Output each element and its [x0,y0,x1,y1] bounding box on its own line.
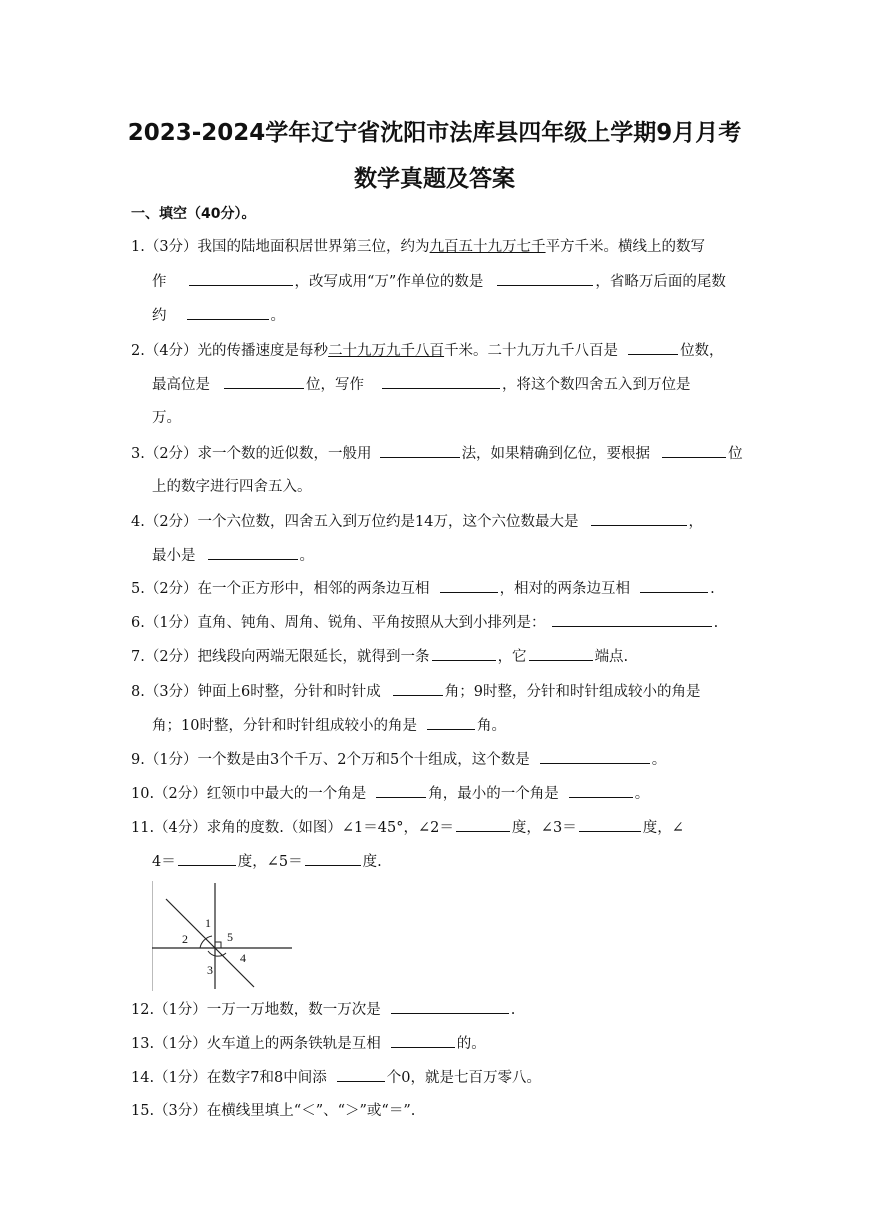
answer-blank[interactable] [432,646,496,661]
q10-text: 角，最小的一个角是 [428,786,559,802]
q7-text: 端点. [594,649,629,665]
q2-underlined-number: 二十九万九千八百 [328,343,445,359]
answer-blank[interactable] [427,715,475,730]
answer-blank[interactable] [569,783,633,798]
q8-text: 角；10时整，分针和时针组成较小的角是 [152,718,417,734]
q9-text: 9.（1分）一个数是由3个千万、2个万和5个十组成，这个数是 [131,752,530,768]
q11-text: 4＝ [152,854,176,870]
q2-text: 万。 [152,410,181,426]
q10-text: 10.（2分）红领巾中最大的一个角是 [131,786,367,802]
question-2-line3 [152,408,181,428]
question-9 [131,749,666,770]
answer-blank[interactable] [391,999,509,1014]
answer-blank[interactable] [529,646,593,661]
answer-blank[interactable] [497,271,593,286]
q11-text: 度，∠ [642,820,684,836]
q2-text: 位，写作 [306,377,364,393]
q15-text: 15.（3分）在横线里填上“＜”、“＞”或“＝”. [131,1103,416,1119]
q4-text: ， [688,514,704,530]
question-14 [131,1067,541,1088]
question-6 [131,612,718,633]
figure-label-1: 1 [205,916,211,930]
q1-text: 作 [152,274,167,290]
question-3-line1 [131,443,743,464]
answer-blank[interactable] [393,681,443,696]
q2-text: ，将这个数四舍五入到万位是 [502,377,691,393]
q5-text: 5.（2分）在一个正方形中，相邻的两条边互相 [131,581,430,597]
answer-blank[interactable] [187,305,269,320]
q13-text: 的。 [456,1036,486,1052]
figure-angle-arc [208,951,226,956]
answer-blank[interactable] [579,817,641,832]
q2-text: 2.（4分）光的传播速度是每秒 [131,343,329,359]
question-5 [131,578,715,599]
angle-figure [152,881,294,991]
question-1-line1 [131,237,705,257]
q1-text: 平方千米。横线上的数写 [545,239,706,255]
figure-label-5: 5 [227,930,233,944]
answer-blank[interactable] [591,511,687,526]
answer-blank[interactable] [376,783,426,798]
q7-text: ，它 [497,649,527,665]
q2-text: 位数， [680,343,724,359]
document-title-line2: 数学真题及答案 [354,166,515,192]
q1-text: ，省略万后面的尾数 [595,274,726,290]
question-12 [131,999,515,1020]
q8-text: 角。 [476,718,506,734]
question-2-line1 [131,340,724,361]
q11-text: 度，∠3＝ [511,820,577,836]
question-7 [131,646,628,667]
q12-text: 12.（1分）一万一万地数，数一万次是 [131,1002,381,1018]
answer-blank[interactable] [456,817,510,832]
q3-text: 位 [728,446,743,462]
q4-text: 。 [299,548,314,564]
q3-text: 3.（2分）求一个数的近似数，一般用 [131,446,372,462]
answer-blank[interactable] [337,1067,385,1082]
q6-text: 6.（1分）直角、钝角、周角、锐角、平角按照从大到小排列是： [131,615,546,631]
question-1-line2 [152,271,726,292]
question-10 [131,783,649,804]
q14-text: 14.（1分）在数字7和8中间添 [131,1070,327,1086]
question-11-line2 [152,851,382,872]
answer-blank[interactable] [540,749,650,764]
q13-text: 13.（1分）火车道上的两条铁轨是互相 [131,1036,381,1052]
q1-text: 约 [152,308,167,324]
q12-text: . [510,1002,516,1018]
q1-text: 。 [270,308,285,324]
figure-label-4: 4 [240,951,246,965]
q1-text: 1.（3分）我国的陆地面积居世界第三位，约为 [131,239,430,255]
q11-text: 度，∠5＝ [237,854,303,870]
document-title-line1: 2023-2024学年辽宁省沈阳市法库县四年级上学期9月月考 [127,120,742,146]
answer-blank[interactable] [189,271,293,286]
q2-text: 最高位是 [152,377,210,393]
q5-text: ，相对的两条边互相 [499,581,631,597]
q7-text: 7.（2分）把线段向两端无限延长，就得到一条 [131,649,430,665]
q3-text: 法，如果精确到亿位，要根据 [461,446,651,462]
answer-blank[interactable] [305,851,361,866]
answer-blank[interactable] [628,340,678,355]
q8-text: 8.（3分）钟面上6时整，分针和时针成 [131,684,381,700]
q6-text: . [713,615,719,631]
q11-text: 11.（4分）求角的度数.（如图）∠1＝45°，∠2＝ [131,820,454,836]
figure-angle-arc [200,936,212,948]
q4-text: 4.（2分）一个六位数，四舍五入到万位约是14万，这个六位数最大是 [131,514,579,530]
answer-blank[interactable] [382,374,500,389]
figure-label-2: 2 [182,932,188,946]
answer-blank[interactable] [380,443,460,458]
answer-blank[interactable] [552,612,712,627]
figure-label-3: 3 [207,963,213,977]
answer-blank[interactable] [224,374,304,389]
q1-text: ，改写成用“万”作单位的数是 [294,274,484,290]
q14-text: 个0，就是七百万零八。 [386,1070,541,1086]
q8-text: 角；9时整，分针和时针组成较小的角是 [444,684,701,700]
q2-text: 千米。二十九万九千八百是 [444,343,619,359]
question-8-line2 [152,715,506,736]
answer-blank[interactable] [178,851,236,866]
q4-text: 最小是 [152,548,196,564]
question-4-line2 [152,545,314,566]
q3-text: 上的数字进行四舍五入。 [152,479,312,495]
q5-text: . [710,581,715,597]
question-11-line1 [131,817,684,838]
q1-underlined-number: 九百五十九万七千 [429,239,546,255]
question-8-line1 [131,681,701,702]
q11-text: 度. [362,854,382,870]
question-1-line3 [152,305,285,326]
question-3-line2 [152,477,312,497]
q9-text: 。 [651,752,667,768]
answer-blank[interactable] [440,578,498,593]
answer-blank[interactable] [391,1033,455,1048]
question-13 [131,1033,486,1054]
figure-right-angle-mark [215,942,221,948]
q10-text: 。 [634,786,650,802]
answer-blank[interactable] [640,578,708,593]
answer-blank[interactable] [662,443,726,458]
question-4-line1 [131,511,703,532]
question-2-line2 [152,374,691,395]
question-15 [131,1101,415,1121]
section-heading: 一、填空（40分）。 [131,206,256,222]
answer-blank[interactable] [208,545,298,560]
